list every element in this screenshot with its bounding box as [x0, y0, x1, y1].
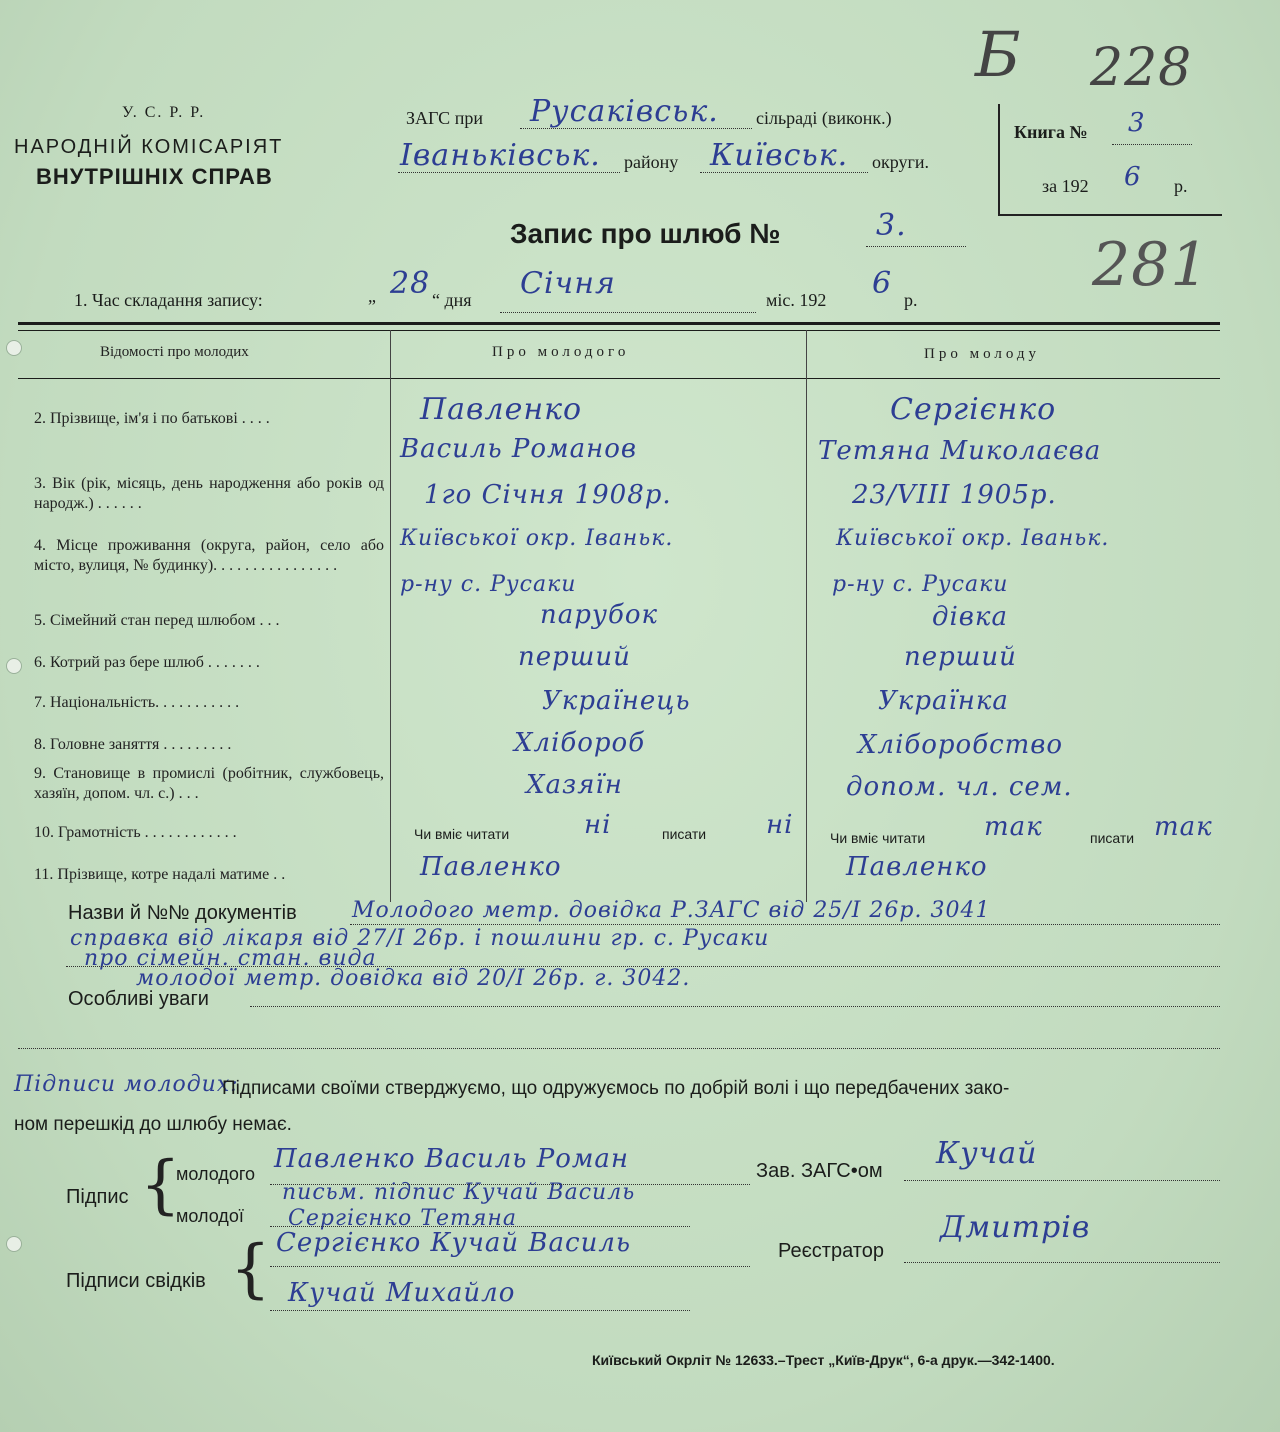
bride-birth: 23/VIII 1905р. — [852, 480, 1057, 510]
record-number: 3. — [876, 208, 907, 243]
documents-label: Назви й №№ документів — [68, 902, 297, 924]
punch-hole — [6, 340, 22, 356]
item1-label: 1. Час складання запису: — [74, 290, 263, 310]
item1-month-label: міс. 192 — [766, 290, 827, 310]
witness-signature-2: Кучай Михайло — [288, 1278, 516, 1308]
margin-number: 281 — [1092, 230, 1210, 300]
groom-signature: Павленко Василь Роман — [274, 1144, 630, 1174]
groom-occupation: Хлібороб — [514, 728, 646, 758]
groom-position: Хазяїн — [526, 770, 623, 800]
item1-month: Січня — [520, 266, 616, 301]
book-box — [998, 104, 1222, 216]
printer-imprint: Київський Окрліт № 12633.–Трест „Київ-Друк“, 6-а друк.—342-1400. — [592, 1352, 1055, 1368]
district-handwritten: Іваньківськ. — [400, 138, 601, 173]
registrar-label: Реєстратор — [778, 1240, 884, 1262]
groom-read-value: ні — [584, 810, 612, 840]
bride-marital: дівка — [932, 602, 1008, 632]
header-info: Відомості про молодих — [100, 344, 249, 360]
groom-given-names: Василь Романов — [400, 434, 638, 464]
row-label-literacy: 10. Грамотність . . . . . . . . . . . . — [34, 824, 237, 841]
row-label-occupation: 8. Головне заняття . . . . . . . . . — [34, 736, 232, 753]
row-label-future-surname: 11. Прізвище, котре надалі матиме . . — [34, 866, 286, 883]
commissariat-title: НАРОДНІЙ КОМІСАРІЯТ — [14, 136, 284, 158]
bride-signature-a: письм. підпис Кучай Василь — [282, 1180, 636, 1205]
department-title: ВНУТРІШНІХ СПРАВ — [36, 164, 273, 189]
item1-open-quote: „ — [368, 286, 376, 306]
row-label-nationality: 7. Національність. . . . . . . . . . . — [34, 694, 240, 711]
registrar-signature: Дмитрів — [940, 1210, 1091, 1245]
record-title: Запис про шлюб № — [510, 218, 781, 249]
brace-witness: { — [230, 1232, 271, 1306]
corner-number: 228 — [1090, 38, 1193, 98]
groom-nationality: Українець — [542, 686, 691, 716]
punch-hole — [6, 1236, 22, 1252]
row-label-marital: 5. Сімейний стан перед шлюбом . . . — [34, 612, 280, 629]
punch-hole — [6, 658, 22, 674]
item1-day: 28 — [390, 266, 431, 301]
okrug-suffix: округи. — [872, 152, 930, 172]
documents-line-3: про сімейн. стан. вида — [84, 946, 377, 971]
groom-residence-1: Київської окр. Іваньк. — [400, 526, 674, 551]
bride-residence-1: Київської окр. Іваньк. — [836, 526, 1110, 551]
row-label-position: 9. Становище в промислі (робітник, службовець, хазяїн, допом. чл. с.) . . . — [34, 765, 384, 802]
okrug-handwritten: Київськ. — [710, 138, 849, 173]
book-number: 3 — [1128, 108, 1146, 138]
district-suffix: району — [624, 152, 679, 172]
documents-line-2: справка від лікаря від 27/I 26р. і пошлини гр. с. Русаки — [70, 926, 770, 951]
groom-residence-2: р-ну с. Русаки — [400, 572, 577, 597]
groom-sign-label: молодого — [176, 1164, 256, 1184]
bride-occupation: Хліборобство — [858, 730, 1064, 760]
village-handwritten: Русаківськ. — [530, 94, 719, 129]
bride-sign-label: молодої — [176, 1206, 244, 1226]
year-prefix: за 192 — [1042, 176, 1089, 196]
zags-prefix: ЗАГС при — [406, 108, 483, 128]
corner-mark: Б — [975, 18, 1022, 91]
item1-close-quote: “ дня — [432, 290, 472, 310]
witness-label: Підписи свідків — [66, 1270, 206, 1292]
remarks-label: Особливі уваги — [68, 988, 209, 1010]
row-label-marriage-count: 6. Котрий раз бере шлюб . . . . . . . — [34, 654, 260, 671]
bride-marriage-count: перший — [904, 642, 1017, 672]
groom-birth: 1го Січня 1908р. — [424, 480, 672, 510]
declaration-text-1: Підписами своїми стверджуємо, що одружуємось по добрій волі і що передбачених зако- — [222, 1078, 1010, 1099]
ussr-header: У. С. Р. Р. — [122, 104, 206, 121]
groom-marriage-count: перший — [518, 642, 631, 672]
bride-read-label: Чи вміє читати — [830, 830, 926, 846]
item1-year: 6 — [872, 266, 893, 301]
bride-write-value: так — [1154, 812, 1213, 842]
bride-write-label: писати — [1090, 830, 1135, 846]
groom-surname: Павленко — [420, 392, 583, 427]
item1-year-suffix: р. — [904, 290, 918, 310]
groom-write-value: ні — [766, 810, 794, 840]
groom-marital: парубок — [540, 600, 659, 630]
bride-position: допом. чл. сем. — [846, 772, 1073, 802]
bride-future-surname: Павленко — [846, 852, 988, 882]
declaration-prefix: Підписи молодих: — [14, 1072, 239, 1097]
witness-signature-1: Сергієнко Кучай Василь — [276, 1228, 632, 1258]
row-label-age: 3. Вік (рік, місяць, день народження або років од народж.) . . . . . . — [34, 475, 384, 512]
bride-given-names: Тетяна Миколаєва — [818, 436, 1102, 466]
bride-signature-b: Сергієнко Тетяна — [288, 1206, 518, 1231]
groom-future-surname: Павленко — [420, 852, 562, 882]
year-digit: 6 — [1124, 162, 1142, 192]
brace-sign: { — [140, 1148, 181, 1222]
header-bride: Про молоду — [924, 346, 1041, 362]
bride-read-value: так — [984, 812, 1043, 842]
documents-line-4: молодої метр. довідка від 20/I 26р. г. 3042. — [136, 966, 691, 991]
book-label: Книга № — [1014, 122, 1088, 142]
year-suffix: р. — [1174, 176, 1188, 196]
documents-line-1: Молодого метр. довідка Р.ЗАГС від 25/I 26р. 3041 — [352, 898, 991, 923]
bride-nationality: Українка — [878, 686, 1009, 716]
row-label-name: 2. Прізвище, ім'я і по батькові . . . . — [34, 410, 270, 427]
header-groom: Про молодого — [492, 344, 630, 360]
head-label: Зав. ЗАГС•ом — [756, 1160, 883, 1182]
declaration-text-2: ном перешкід до шлюбу немає. — [14, 1114, 292, 1135]
sign-label: Підпис — [66, 1186, 129, 1208]
bride-surname: Сергієнко — [890, 392, 1057, 427]
groom-write-label: писати — [662, 826, 707, 842]
head-signature: Кучай — [936, 1136, 1038, 1171]
bride-residence-2: р-ну с. Русаки — [832, 572, 1009, 597]
village-suffix: сільраді (виконк.) — [756, 108, 892, 128]
groom-read-label: Чи вміє читати — [414, 826, 510, 842]
row-label-residence: 4. Місце проживання (округа, район, село або місто, вулиця, № будинку). . . . . . . . . . . . . . . . — [34, 537, 384, 574]
